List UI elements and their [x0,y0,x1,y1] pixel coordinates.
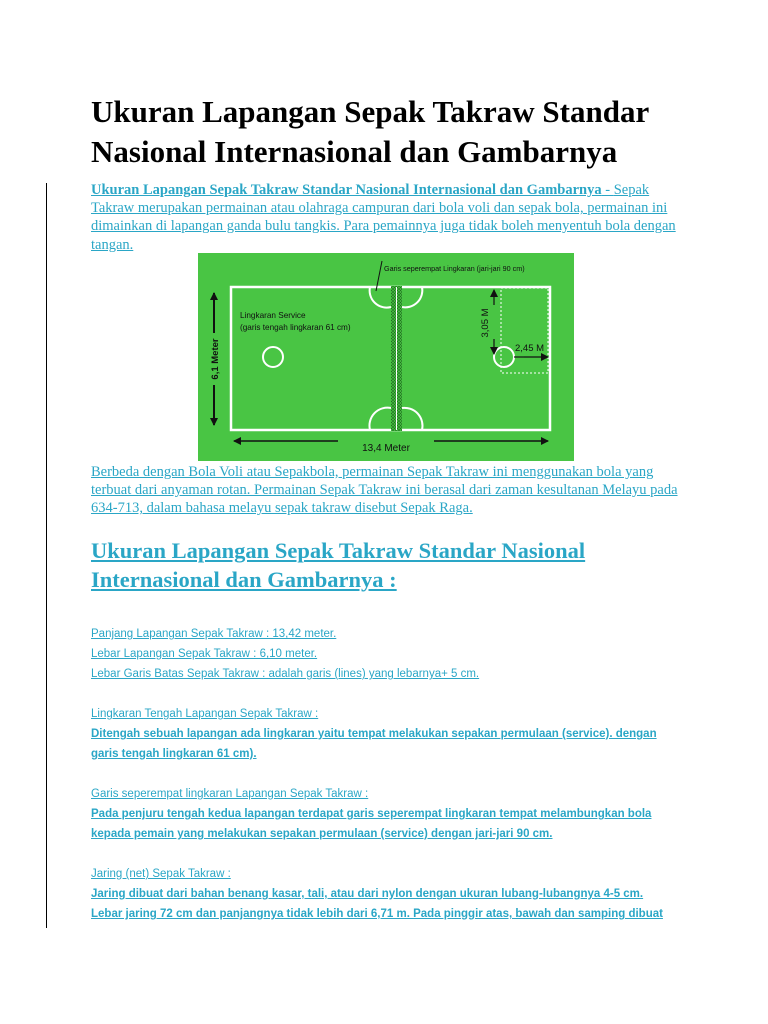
intro-title-link[interactable]: Ukuran Lapangan Sepak Takraw Standar Nasional Internasional dan Gambarnya [91,182,602,198]
label-service-1: Lingkaran Service [240,311,306,320]
item-jaring-line2[interactable]: Lebar jaring 72 cm dan panjangnya tidak lebih dari 6,71 m. Pada pinggir atas, bawah dan samping dibuat [91,908,663,920]
label-width: 6,1 Meter [210,338,221,380]
item-panjang[interactable]: Panjang Lapangan Sepak Takraw : 13,42 meter. [91,628,337,640]
label-305: 3,05 M [480,308,491,338]
label-245: 2,45 M [515,343,545,354]
page-title: Ukuran Lapangan Sepak Takraw Standar Nasional Internasional dan Gambarnya [91,94,649,169]
intro-separator: - [601,182,614,198]
section-heading[interactable]: Ukuran Lapangan Sepak Takraw Standar Nasional Internasional dan Gambarnya : [91,538,586,592]
item-seperempat-title[interactable]: Garis seperempat lingkaran Lapangan Sepak Takraw : [91,788,369,800]
label-length: 13,4 Meter [362,443,410,454]
item-lingkaran-line2[interactable]: garis tengah lingkaran 61 cm). [91,748,257,760]
label-service-2: (garis tengah lingkaran 61 cm) [240,323,351,332]
item-seperempat-line2[interactable]: kepada pemain yang melakukan sepakan permulaan (service) dengan jari-jari 90 cm. [91,828,553,840]
paragraph-history-text[interactable]: Berbeda dengan Bola Voli atau Sepakbola, permainan Sepak Takraw ini menggunakan bola yang terbuat dari anyaman rotan. Permainan Sepak Takraw ini berasal dari zaman kesultanan Melayu pada 634-713, dalam bahasa melayu sepak takraw disebut Sepak Raga. [91,464,678,517]
label-quarter-circle: Garis seperempat Lingkaran (jari-jari 90 cm) [384,264,525,273]
item-jaring-title[interactable]: Jaring (net) Sepak Takraw : [91,868,231,880]
intro-paragraph [91,181,681,254]
intro-body[interactable]: Sepak Takraw merupakan permainan atau olahraga campuran dari bola voli dan sepak bola, permainan ini dimainkan di lapangan ganda bulu tangkis. Para pemainnya juga tidak boleh menyentuh bola dengan tangan. [91,182,676,253]
item-lingkaran-title[interactable]: Lingkaran Tengah Lapangan Sepak Takraw : [91,708,319,720]
item-jaring-line1[interactable]: Jaring dibuat dari bahan benang kasar, tali, atau dari nylon dengan ukuran lubang-lubangnya 4-5 cm. [91,888,644,900]
court-diagram [198,253,574,461]
item-seperempat-line1[interactable]: Pada penjuru tengah kedua lapangan terdapat garis seperempat lingkaran tempat melambungkan bola [91,808,652,820]
item-lebar[interactable]: Lebar Lapangan Sepak Takraw : 6,10 meter. [91,648,318,660]
paragraph-history [91,463,681,518]
item-lingkaran-line1[interactable]: Ditengah sebuah lapangan ada lingkaran yaitu tempat melakukan sepakan permulaan (service). dengan [91,728,657,740]
item-garis-batas[interactable]: Lebar Garis Batas Sepak Takraw : adalah garis (lines) yang lebarnya+ 5 cm. [91,668,480,680]
page-margin-line [46,183,47,928]
